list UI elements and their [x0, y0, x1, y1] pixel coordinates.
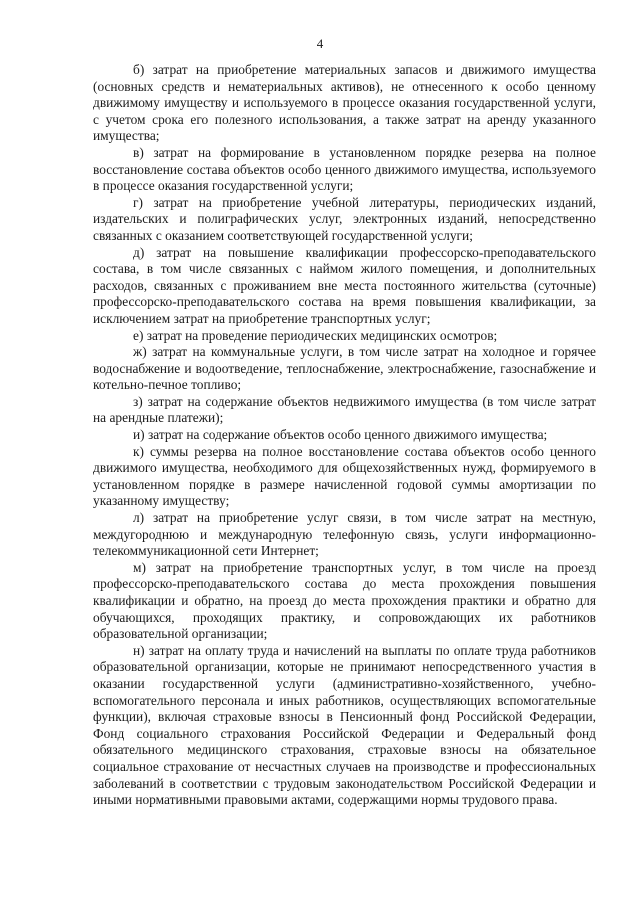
paragraph-e: е) затрат на проведение периодических медицинских осмотров; — [133, 327, 498, 343]
paragraph-zh: ж) затрат на коммунальные услуги, в том числе затрат на холодное и горячее водоснабжение и водоотведение, теплоснабжение, электроснабжение, газоснабжение и котельно-печное топливо; — [93, 344, 596, 393]
paragraph-l: л) затрат на приобретение услуг связи, в том числе затрат на местную, междугороднюю и международную телефонную связь, услуги информационно-телекоммуникационной сети Интернет; — [93, 510, 596, 559]
paragraph-b: б) затрат на приобретение материальных запасов и движимого имущества (основных средств и нематериальных активов), не отнесенного к особо ценному движимому имуществу и используемого в процессе оказания государственной услуги, с учетом срока его полезного использования, а также затрат на аренду указанного имущества; — [93, 62, 596, 144]
document-body — [93, 62, 596, 809]
paragraph-z: з) затрат на содержание объектов недвижимого имущества (в том числе затрат на арендные платежи); — [93, 393, 596, 426]
paragraph-k: к) суммы резерва на полное восстановление состава объектов особо ценного движимого имущества, необходимого для общехозяйственных нужд, формируемого в установленном порядке в размере начисленной годовой суммы амортизации по указанному имуществу; — [93, 443, 596, 509]
paragraph-m: м) затрат на приобретение транспортных услуг, в том числе на проезд профессорско-преподавательского состава до места прохождения повышения квалификации и обратно, на проезд до места прохождения практики и обратно для обучающихся, проходящих практику, и сопровождающих их работников образовательной организации; — [93, 559, 596, 642]
paragraph-v: в) затрат на формирование в установленном порядке резерва на полное восстановление состава объектов особо ценного движимого имущества, используемого в процессе оказания государственной услуги; — [93, 144, 596, 194]
page-number: 4 — [316, 36, 324, 51]
paragraph-n: н) затрат на оплату труда и начислений на выплаты по оплате труда работников образовательной организации, которые не принимают непосредственного участия в оказании государственной услуги (административно-хозяйственного, учебно-вспомогательного персонала и иных работников, осуществляющих вспомогательные функции), включая страховые взносы в Пенсионный фонд Российской Федерации, Фонд социального страхования Российской Федерации и Федеральный фонд обязательного медицинского страхования, страховые взносы на обязательное социальное страхование от несчастных случаев на производстве и профессиональных заболеваний в соответствии с трудовым законодательством Российской Федерации и иными нормативными правовыми актами, содержащими нормы трудового права. — [93, 642, 596, 808]
paragraph-d: д) затрат на повышение квалификации профессорско-преподавательского состава, в том числе связанных с наймом жилого помещения, и дополнительных расходов, связанных с проживанием вне места постоянного жительства (суточные) профессорско-преподавательского состава на время повышения квалификации, за исключением затрат на приобретение транспортных услуг; — [93, 244, 596, 326]
paragraph-g: г) затрат на приобретение учебной литературы, периодических изданий, издательских и полиграфических услуг, электронных изданий, непосредственно связанных с оказанием соответствующей государственной услуги; — [93, 194, 596, 243]
paragraph-i: и) затрат на содержание объектов особо ценного движимого имущества; — [133, 427, 548, 443]
